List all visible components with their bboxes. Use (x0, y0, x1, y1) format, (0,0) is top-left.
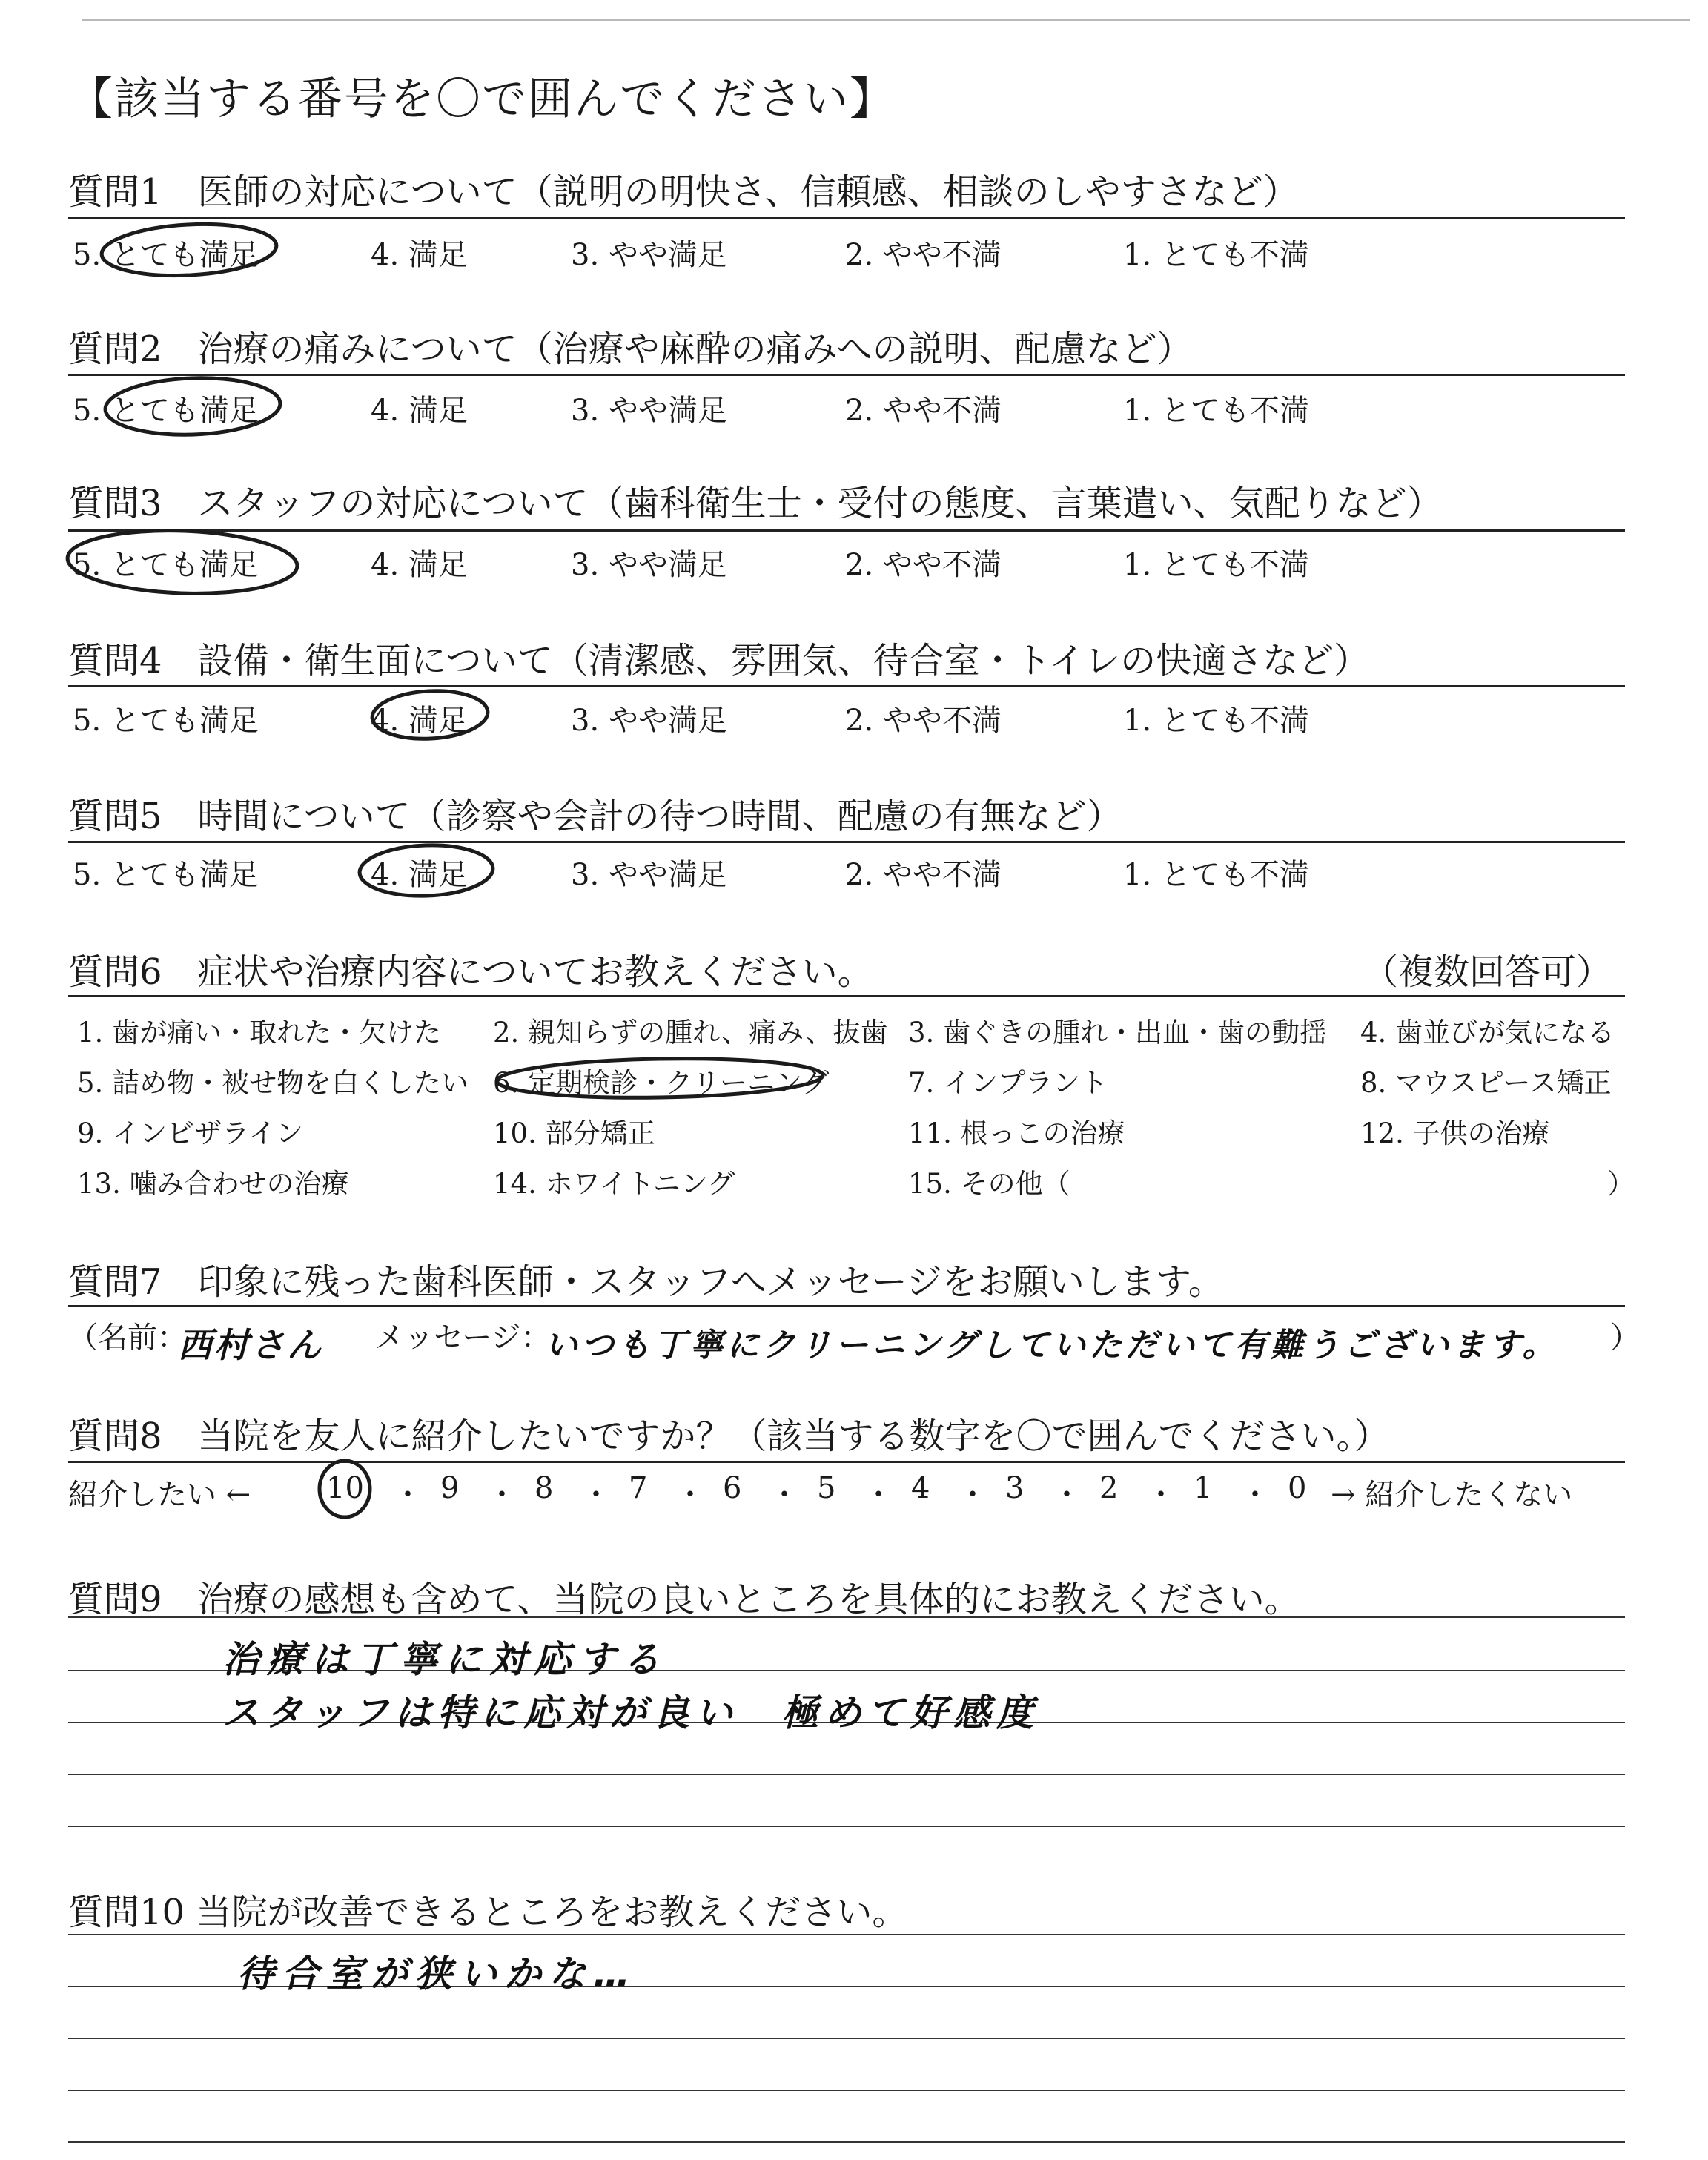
q4-option-2[interactable]: 2. やや不満 (845, 704, 1002, 738)
q6-item-1[interactable]: 1. 歯が痛い・取れた・欠けた (77, 1017, 442, 1048)
q3-option-4[interactable]: 4. 満足 (371, 548, 468, 582)
q6-rule (68, 995, 1625, 997)
q4-heading: 質問4 設備・衛生面について（清潔感、雰囲気、待合室・トイレの快適さなど） (68, 640, 1370, 681)
q6-item-12[interactable]: 12. 子供の治療 (1360, 1117, 1550, 1149)
q7-name-handwritten: 西村さん (178, 1325, 323, 1365)
q8-dot: ・ (958, 1478, 987, 1512)
q4-option-5[interactable]: 5. とても満足 (73, 704, 259, 738)
q6-item-6[interactable]: 6. 定期検診・クリーニング (493, 1067, 830, 1099)
q2-option-3[interactable]: 3. やや満足 (571, 394, 727, 428)
q6-item-15[interactable]: 15. その他（ (908, 1168, 1070, 1200)
q2-option-5[interactable]: 5. とても満足 (73, 394, 259, 428)
q5-option-1[interactable]: 1. とても不満 (1123, 858, 1309, 892)
q9-answer-line-2: スタッフは特に応対が良い 極めて好感度 (222, 1691, 1039, 1734)
q9-line-4 (68, 1774, 1625, 1775)
q8-score-8[interactable]: 8 (534, 1471, 554, 1505)
q10-answer-line-1: 待合室が狭いかな… (237, 1952, 638, 1995)
q6-item-10[interactable]: 10. 部分矯正 (493, 1117, 655, 1149)
page-title: 【該当する番号を〇で囲んでください】 (68, 73, 896, 125)
q8-left-label: 紹介したい ← (68, 1478, 251, 1512)
q6-item-5[interactable]: 5. 詰め物・被せ物を白くしたい (77, 1067, 469, 1099)
q5-option-3[interactable]: 3. やや満足 (571, 858, 727, 892)
q6-item-7[interactable]: 7. インプラント (908, 1067, 1108, 1099)
q8-dot: ・ (487, 1478, 517, 1512)
q8-score-0[interactable]: 0 (1288, 1471, 1307, 1505)
q1-rule (68, 217, 1625, 219)
q3-option-2[interactable]: 2. やや不満 (845, 548, 1002, 582)
q10-line-4 (68, 2090, 1625, 2091)
q8-dot: ・ (675, 1478, 705, 1512)
q1-heading: 質問1 医師の対応について（説明の明快さ、信頼感、相談のしやすさなど） (68, 171, 1299, 213)
q2-heading: 質問2 治療の痛みについて（治療や麻酔の痛みへの説明、配慮など） (68, 328, 1193, 370)
page-top-border (82, 19, 1690, 21)
q3-option-5[interactable]: 5. とても満足 (73, 548, 259, 582)
q8-dot: ・ (1240, 1478, 1270, 1512)
q8-dot: ・ (864, 1478, 893, 1512)
q1-option-3[interactable]: 3. やや満足 (571, 238, 727, 272)
q6-multiple-note: （複数回答可） (1363, 951, 1612, 993)
q6-item-9[interactable]: 9. インビザライン (77, 1117, 303, 1149)
q5-option-4[interactable]: 4. 満足 (371, 858, 468, 892)
q8-dot: ・ (393, 1478, 423, 1512)
q8-rule (68, 1461, 1625, 1463)
q6-heading: 質問6 症状や治療内容についてお教えください。 (68, 951, 873, 993)
q8-score-1[interactable]: 1 (1194, 1471, 1213, 1505)
q4-option-1[interactable]: 1. とても不満 (1123, 704, 1309, 738)
q10-heading: 質問10 当院が改善できるところをお教えください。 (68, 1892, 908, 1933)
q8-score-5[interactable]: 5 (817, 1471, 836, 1505)
q5-rule (68, 841, 1625, 843)
q2-option-4[interactable]: 4. 満足 (371, 394, 468, 428)
q1-option-5[interactable]: 5. とても満足 (73, 238, 259, 272)
q6-item-13[interactable]: 13. 噛み合わせの治療 (77, 1168, 349, 1200)
q8-score-9[interactable]: 9 (440, 1471, 460, 1505)
q2-option-2[interactable]: 2. やや不満 (845, 394, 1002, 428)
q7-name-label: （名前： (68, 1321, 187, 1355)
q6-item-14[interactable]: 14. ホワイトニング (493, 1168, 735, 1200)
q4-option-3[interactable]: 3. やや満足 (571, 704, 727, 738)
q8-dot: ・ (581, 1478, 611, 1512)
q9-answer-line-1: 治療は丁寧に対応する (222, 1638, 667, 1681)
q9-heading: 質問9 治療の感想も含めて、当院の良いところを具体的にお教えください。 (68, 1579, 1300, 1620)
q9-line-5 (68, 1826, 1625, 1827)
q8-dot: ・ (769, 1478, 799, 1512)
q8-heading: 質問8 当院を友人に紹介したいですか？（該当する数字を〇で囲んでください。） (68, 1416, 1390, 1457)
q8-dot: ・ (1052, 1478, 1082, 1512)
q8-score-7[interactable]: 7 (629, 1471, 648, 1505)
q8-right-label: → 紹介したくない (1331, 1478, 1573, 1512)
q7-message-label: メッセージ： (374, 1321, 551, 1355)
q8-dot: ・ (1146, 1478, 1176, 1512)
q10-line-1 (68, 1934, 1625, 1935)
q6-item-2[interactable]: 2. 親知らずの腫れ、痛み、抜歯 (493, 1017, 888, 1048)
q3-rule (68, 529, 1625, 532)
q10-line-5 (68, 2141, 1625, 2143)
q6-item-4[interactable]: 4. 歯並びが気になる (1360, 1017, 1615, 1048)
q1-option-4[interactable]: 4. 満足 (371, 238, 468, 272)
q6-item-11[interactable]: 11. 根っこの治療 (908, 1117, 1125, 1149)
q2-rule (68, 374, 1625, 376)
q3-option-1[interactable]: 1. とても不満 (1123, 548, 1309, 582)
q6-item-3[interactable]: 3. 歯ぐきの腫れ・出血・歯の動揺 (908, 1017, 1328, 1048)
q7-heading: 質問7 印象に残った歯科医師・スタッフへメッセージをお願いします。 (68, 1261, 1224, 1303)
q3-heading: 質問3 スタッフの対応について（歯科衛生士・受付の態度、言葉遣い、気配りなど） (68, 483, 1443, 524)
q4-rule (68, 685, 1625, 687)
q5-heading: 質問5 時間について（診察や会計の待つ時間、配慮の有無など） (68, 796, 1122, 837)
q8-score-6[interactable]: 6 (723, 1471, 742, 1505)
q6-item-8[interactable]: 8. マウスピース矯正 (1360, 1067, 1612, 1099)
q7-close-paren: ） (1610, 1321, 1640, 1355)
q8-score-10[interactable]: 10 (326, 1471, 364, 1505)
q1-option-2[interactable]: 2. やや不満 (845, 238, 1002, 272)
q8-score-3[interactable]: 3 (1005, 1471, 1025, 1505)
q9-line-1 (68, 1616, 1625, 1618)
q6-other-close-paren: ） (1607, 1168, 1635, 1200)
q8-score-4[interactable]: 4 (911, 1471, 930, 1505)
q1-option-1[interactable]: 1. とても不満 (1123, 238, 1309, 272)
q4-option-4[interactable]: 4. 満足 (371, 704, 468, 738)
q7-rule (68, 1305, 1625, 1307)
q5-option-5[interactable]: 5. とても満足 (73, 858, 259, 892)
q7-message-handwritten: いつも丁寧にクリーニングしていただいて有難うございます。 (545, 1327, 1559, 1364)
q8-score-2[interactable]: 2 (1099, 1471, 1119, 1505)
q3-option-3[interactable]: 3. やや満足 (571, 548, 727, 582)
q2-option-1[interactable]: 1. とても不満 (1123, 394, 1309, 428)
q5-option-2[interactable]: 2. やや不満 (845, 858, 1002, 892)
q10-line-3 (68, 2038, 1625, 2039)
